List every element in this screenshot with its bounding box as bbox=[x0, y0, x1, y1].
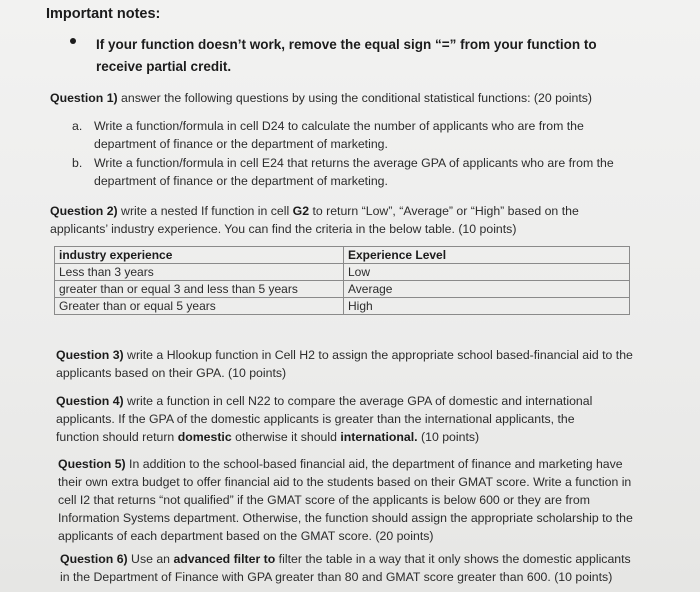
table-cell: High bbox=[344, 298, 630, 315]
question-1b-marker: b. bbox=[72, 156, 83, 170]
question-6-text-after: filter the table in a way that it only shows the domestic applicants in the Department of Finance with GPA greater than 80 and GMAT score greater than 600. (10 points) bbox=[60, 552, 631, 584]
table-header: industry experience bbox=[55, 247, 344, 264]
question-4-label: Question 4) bbox=[56, 394, 124, 408]
question-5-text: In addition to the school-based financial aid, the department of finance and marketing have their own extra budget to offer financial aid to the students based on their GMAT score. Write a function in cell I2 that returns “not qualified” if the GMAT score of the applicants is below 600 or they are from Information Systems department. Otherwise, the function should assign the appropriate scholarship to the applicants of each department based on the GMAT score. (20 points) bbox=[58, 457, 633, 543]
question-6-label: Question 6) bbox=[60, 552, 128, 566]
question-1a-text: Write a function/formula in cell D24 to calculate the number of applicants who are from the department of finance or the department of marketing. bbox=[94, 119, 584, 151]
table-row bbox=[55, 298, 630, 315]
table-cell: Average bbox=[344, 281, 630, 298]
table-header-row bbox=[55, 247, 630, 264]
page-title: Important notes: bbox=[46, 6, 161, 22]
question-6-text-before: Use an bbox=[127, 552, 174, 566]
question-5 bbox=[58, 455, 638, 545]
question-4-text-mid: otherwise it should bbox=[231, 430, 341, 444]
question-2-label: Question 2) bbox=[50, 204, 118, 218]
table-row bbox=[55, 281, 630, 298]
table-row bbox=[55, 264, 630, 281]
question-4 bbox=[56, 392, 616, 446]
question-3-text: write a Hlookup function in Cell H2 to assign the appropriate school based-financial aid to the applicants based on their GPA. (10 points) bbox=[56, 348, 633, 380]
question-2-text-before: write a nested If function in cell bbox=[117, 204, 293, 218]
question-4-word-domestic: domestic bbox=[177, 430, 232, 444]
table-header: Experience Level bbox=[344, 247, 630, 264]
question-1-label: Question 1) bbox=[50, 91, 118, 105]
important-note: If your function doesn’t work, remove the equal sign “=” from your function to receive partial credit. bbox=[96, 37, 597, 74]
table-cell: Greater than or equal 5 years bbox=[55, 298, 344, 315]
table-cell: Less than 3 years bbox=[55, 264, 344, 281]
question-2-text-after: to return “Low”, “Average” or “High” based on the applicants’ industry experience. You can find the criteria in the below table. (10 points) bbox=[50, 204, 579, 236]
question-1a-marker: a. bbox=[72, 119, 83, 133]
question-1b-text: Write a function/formula in cell E24 that returns the average GPA of applicants who are from the department of finance or the department of marketing. bbox=[94, 156, 614, 188]
question-6 bbox=[60, 550, 640, 586]
question-3 bbox=[56, 346, 636, 382]
question-3-label: Question 3) bbox=[56, 348, 124, 362]
table-cell: greater than or equal 3 and less than 5 years bbox=[55, 281, 344, 298]
question-1 bbox=[50, 89, 650, 107]
question-4-word-international: international. bbox=[340, 430, 418, 444]
question-5-label: Question 5) bbox=[58, 457, 126, 471]
bullet-icon bbox=[70, 38, 76, 44]
criteria-table bbox=[54, 246, 630, 315]
table-cell: Low bbox=[344, 264, 630, 281]
question-1-text: answer the following questions by using the conditional statistical functions: (20 points) bbox=[117, 91, 593, 105]
question-2-cell: G2 bbox=[292, 204, 310, 218]
question-4-text-after: (10 points) bbox=[417, 430, 480, 444]
question-4-text-before: write a function in cell N22 to compare the average GPA of domestic and international applicants. If the GPA of the domestic applicants is greater than the international applicants, the function should return bbox=[56, 394, 593, 444]
question-2 bbox=[50, 202, 610, 238]
question-6-emphasis: advanced filter to bbox=[173, 552, 276, 566]
